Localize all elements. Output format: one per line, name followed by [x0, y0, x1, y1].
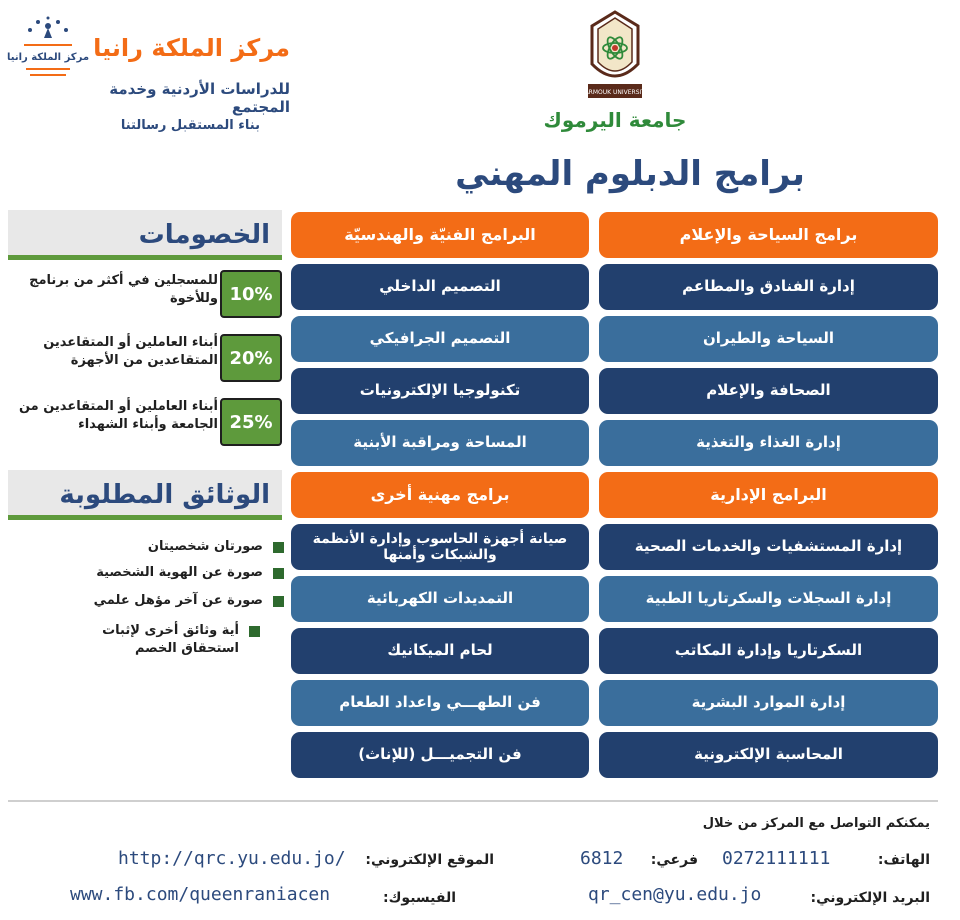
document-item [40, 592, 284, 610]
program-item[interactable]: تكنولوجيا الإلكترونيات [291, 368, 589, 414]
website-label: الموقع الإلكتروني: [365, 852, 494, 868]
center-logo-text: مركز الملكة رانيا [6, 52, 90, 63]
discounts-title: الخصومات [8, 210, 282, 260]
technical-programs-heading: البرامج الفنيّة والهندسيّة [291, 212, 589, 258]
phone-label: الهاتف: [877, 852, 930, 868]
extension-number[interactable]: 6812 [580, 848, 624, 869]
center-name: مركز الملكة رانيا [93, 34, 290, 62]
program-item[interactable]: التصميم الجرافيكي [291, 316, 589, 362]
program-item[interactable]: التمديدات الكهربائية [291, 576, 589, 622]
documents-title: الوثائق المطلوبة [8, 470, 282, 520]
program-item[interactable]: فن التجميـــل (للإناث) [291, 732, 589, 778]
program-item[interactable]: لحام الميكانيك [291, 628, 589, 674]
program-item[interactable]: إدارة السجلات والسكرتاريا الطبية [599, 576, 938, 622]
university-name: جامعة اليرموك [543, 108, 687, 132]
discount-description: للمسجلين في أكثر من برنامج وللأخوة [29, 273, 218, 306]
phone-number[interactable]: 0272111111 [722, 848, 831, 869]
yarmouk-university-logo [574, 8, 656, 108]
program-item[interactable]: صيانة أجهزة الحاسوب وإدارة الأنظمة والشبكات وأمنها [291, 524, 589, 570]
program-item[interactable]: إدارة الفنادق والمطاعم [599, 264, 938, 310]
document-item [40, 538, 284, 556]
website-link[interactable]: http://qrc.yu.edu.jo/ [118, 848, 346, 869]
email-label: البريد الإلكتروني: [810, 890, 930, 906]
admin-programs-heading: البرامج الإدارية [599, 472, 938, 518]
bullet-icon [273, 542, 284, 553]
center-subtitle: للدراسات الأردنية وخدمة المجتمع [109, 80, 290, 116]
document-item [40, 564, 284, 582]
document-item-label: أية وثائق أخرى لإثبات استحقاق الخصم [102, 623, 239, 656]
email-link[interactable]: qr_cen@yu.edu.jo [588, 884, 762, 905]
program-item[interactable]: التصميم الداخلي [291, 264, 589, 310]
bullet-icon [249, 626, 260, 637]
contact-intro: يمكنكم التواصل مع المركز من خلال [702, 816, 930, 831]
discount-description: أبناء العاملين أو المتقاعدين من الجامعة وأبناء الشهداء [18, 399, 218, 432]
program-item[interactable]: فن الطهـــي واعداد الطعام [291, 680, 589, 726]
program-item[interactable]: السياحة والطيران [599, 316, 938, 362]
discount-badge: 25% [220, 398, 282, 446]
queen-rania-center-logo [6, 16, 90, 86]
discount-badge: 20% [220, 334, 282, 382]
document-item-label: صورة عن آخر مؤهل علمي [93, 593, 263, 608]
document-item-label: صورتان شخصيتان [147, 539, 263, 554]
program-item[interactable]: إدارة الغذاء والتغذية [599, 420, 938, 466]
extension-label: فرعي: [650, 852, 698, 868]
program-item[interactable]: إدارة المستشفيات والخدمات الصحية [599, 524, 938, 570]
center-motto: بناء المستقبل رسالتنا [120, 118, 260, 133]
program-item[interactable]: الصحافة والإعلام [599, 368, 938, 414]
facebook-link[interactable]: www.fb.com/queenraniacen [70, 884, 331, 905]
program-item[interactable]: السكرتاريا وإدارة المكاتب [599, 628, 938, 674]
university-logo-text: YARMOUK UNIVERSITY [581, 89, 649, 96]
facebook-label: الفيسبوك: [382, 890, 456, 906]
bullet-icon [273, 568, 284, 579]
program-item[interactable]: المساحة ومراقبة الأبنية [291, 420, 589, 466]
vocational-programs-heading: برامج مهنية أخرى [291, 472, 589, 518]
program-item[interactable]: المحاسبة الإلكترونية [599, 732, 938, 778]
discount-badge: 10% [220, 270, 282, 318]
footer-divider [8, 800, 938, 802]
page-title: برامج الدبلوم المهني [455, 154, 805, 194]
discount-description: أبناء العاملين أو المتقاعدين المتقاعدين من الأجهزة [43, 335, 218, 368]
program-item[interactable]: إدارة الموارد البشرية [599, 680, 938, 726]
tourism-programs-heading: برامج السياحة والإعلام [599, 212, 938, 258]
document-item-label: صورة عن الهوية الشخصية [96, 565, 263, 580]
document-item [60, 622, 260, 657]
bullet-icon [273, 596, 284, 607]
